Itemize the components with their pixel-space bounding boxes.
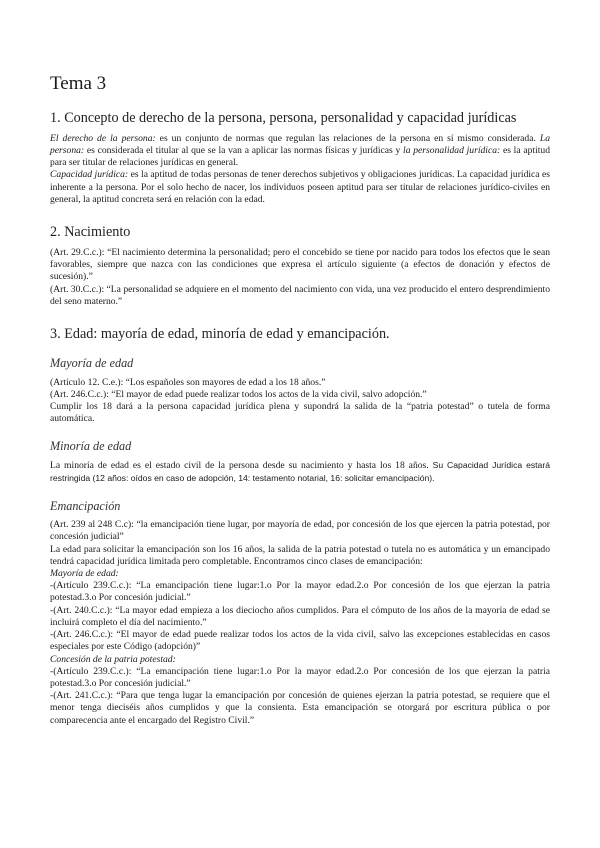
mayoria-paragraph-2: (Art. 246.C.c.): “El mayor de edad puede realizar todos los actos de la vida civil, salvo adopción.” (50, 388, 427, 400)
emancipacion-paragraph-1: (Art. 239 al 248 C.c): “la emancipación tiene lugar, por mayoría de edad, por concesión de los que ejercen la patria potestad, por concesión judicial” (50, 519, 550, 543)
section-1-paragraph-1 (50, 133, 550, 170)
text: La minoría de edad es el estado civil de la persona desde su nacimiento y hasta los 18 años. (50, 460, 429, 472)
emancipacion-item-3: -(Art. 246.C.c.): “El mayor de edad puede realizar todos los actos de la vida civil, salvo las excepciones establecidas en casos especiales por este Código (adopción)” (50, 629, 550, 653)
text: es un conjunto de normas que regulan las relaciones de la persona en sí mismo considerada. (155, 132, 540, 144)
emancipacion-sub-concesion (50, 654, 550, 666)
subsection-minoria-heading: Minoría de edad (50, 438, 132, 453)
text: Mayoría de edad: (50, 568, 119, 580)
emancipacion-paragraph-2: La edad para solicitar la emancipación son los 16 años, la salida de la patria potestad o tutela no es automática y un emancipado tendrá capacidad jurídica limitada pero completable. Encontramos cinco clases de emancipación: (50, 543, 550, 567)
text: Su Capacidad Jurídica estará restringida (12 años: oídos en caso de adopción, 14: testamento notarial, 16: solicitar emancipación). (50, 460, 550, 484)
section-2-paragraph-2: (Art. 30.C.c.): “La personalidad se adquiere en el momento del nacimiento con vida, una vez producido el entero desprendimiento del seno materno.” (50, 283, 550, 307)
text: es la aptitud para ser titular de relaciones jurídicas en general. (50, 145, 550, 169)
mayoria-paragraph-1: (Artículo 12. C.e.): “Los españoles son mayores de edad a los 18 años.” (50, 376, 326, 388)
term-capacidad-juridica: Capacidad jurídica: (50, 169, 129, 181)
section-1-heading: 1. Concepto de derecho de la persona, persona, personalidad y capacidad jurídicas (50, 109, 517, 126)
text: Concesión de la patria potestad: (50, 653, 176, 665)
emancipacion-item-5: -(Art. 241.C.c.): “Para que tenga lugar la emancipación por concesión de quienes ejerzan la patria potestad, se requiere que el menor tenga dieciséis años cumplidos y que la consienta. Esta emancipación se otorgará por escritura pública o por comparecencia ante el encargado del Registro Civil.” (50, 690, 550, 726)
minoria-paragraph (50, 459, 550, 485)
emancipacion-sub-mayoria (50, 568, 550, 580)
term-derecho-persona: El derecho de la persona: (50, 132, 156, 144)
page-title: Tema 3 (50, 73, 107, 94)
subsection-emancipacion-heading: Emancipación (50, 498, 121, 513)
term-personalidad-juridica: la personalidad jurídica: (403, 145, 501, 157)
emancipacion-item-4: -(Artículo 239.C.c.): “La emancipación tiene lugar:1.o Por la mayor edad.2.o Por concesión de los que ejerzan la patria potestad.3.o Por concesión judicial.” (50, 665, 550, 689)
mayoria-paragraph-3: Cumplir los 18 dará a la persona capacidad jurídica plena y supondrá la salida de la “patria potestad” o tutela de forma automática. (50, 401, 550, 425)
text: es la aptitud de todas personas de tener derechos subjetivos y obligaciones jurídicas. La capacidad jurídica es inherente a la persona. Por el solo hecho de nacer, los individuos poseen aptitud para ser titular de relaciones jurídico-civiles en general, la aptitud concreta será en relación con la edad. (50, 169, 551, 205)
subsection-mayoria-heading: Mayoría de edad (50, 356, 134, 371)
section-2-heading: 2. Nacimiento (50, 224, 131, 241)
section-3-heading: 3. Edad: mayoría de edad, minoría de edad y emancipación. (50, 326, 390, 343)
text: es considerada el titular al que se la van a aplicar las normas físicas y jurídicas y (84, 145, 404, 157)
section-1-paragraph-2 (50, 169, 550, 206)
emancipacion-item-1: -(Artículo 239.C.c.): “La emancipación tiene lugar:1.o Por la mayor edad.2.o Por concesión de los que ejerzan la patria potestad.3.o Por concesión judicial.” (50, 580, 550, 604)
emancipacion-item-2: -(Art. 240.C.c.): “La mayor edad empieza a los dieciocho años cumplidos. Para el cómputo de los años de la mayoría de edad se incluirá completo el día del nacimiento.” (50, 604, 550, 628)
section-2-paragraph-1: (Art. 29.C.c.): “El nacimiento determina la personalidad; pero el concebido se tiene por nacido para todos los efectos que le sean favorables, siempre que nazca con las condiciones que expresa el artículo siguiente (a efectos de donación y efectos de sucesión).” (50, 247, 550, 283)
term-persona: La persona: (50, 132, 550, 157)
